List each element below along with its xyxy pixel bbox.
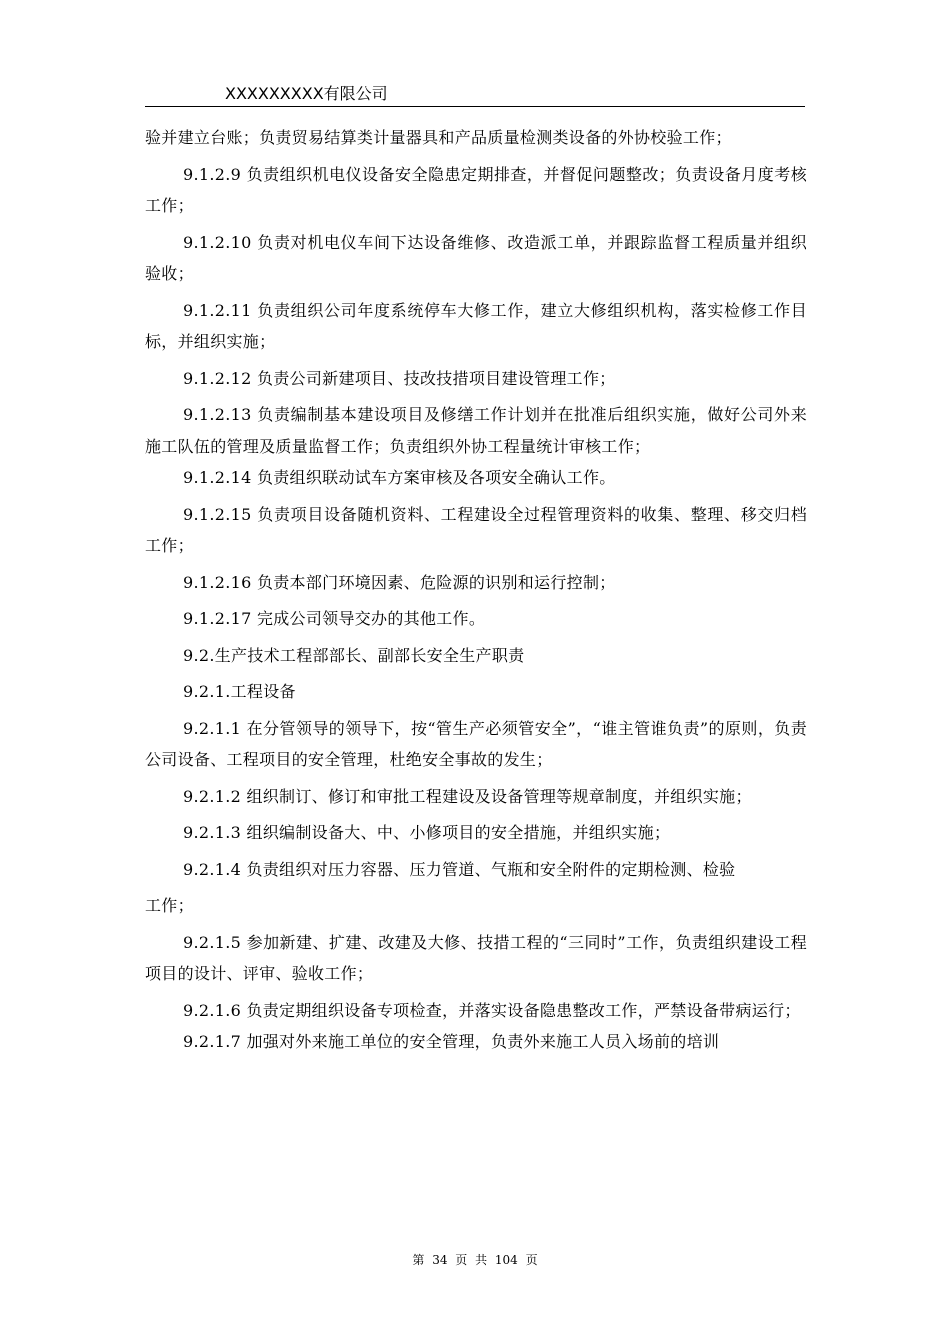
paragraph-9-1-2-13: 9.1.2.13 负责编制基本建设项目及修缮工作计划并在批准后组织实施，做好公司外来施工队伍的管理及质量监督工作；负责组织外协工程量统计审核工作；	[145, 405, 807, 456]
paragraph-9-1-2-15: 9.1.2.15 负责项目设备随机资料、工程建设全过程管理资料的收集、整理、移交归档工作；	[145, 504, 807, 555]
paragraph-continuation: 验并建立台账；负责贸易结算类计量器具和产品质量检测类设备的外协校验工作；	[145, 128, 732, 147]
paragraph-9-2-1-1: 9.2.1.1 在分管领导的领导下，按“管生产必须管安全”，“谁主管谁负责”的原则，负责公司设备、工程项目的安全管理，杜绝安全事故的发生；	[145, 718, 807, 769]
paragraph-9-1-2-11: 9.1.2.11 负责组织公司年度系统停车大修工作，建立大修组织机构，落实检修工作目标，并组织实施；	[145, 300, 807, 351]
paragraph-9-1-2-14: 9.1.2.14 负责组织联动试车方案审核及各项安全确认工作。	[183, 468, 616, 487]
paragraph-9-2-1-2: 9.2.1.2 组织制订、修订和审批工程建设及设备管理等规章制度，并组织实施；	[183, 786, 752, 806]
paragraph-9-2-1-6: 9.2.1.6 负责定期组织设备专项检查，并落实设备隐患整改工作，严禁设备带病运行；	[183, 1000, 801, 1020]
paragraph-9-1-2-12: 9.1.2.12 负责公司新建项目、技改技措项目建设管理工作；	[183, 368, 616, 388]
document-body	[145, 122, 807, 1058]
paragraph-9-2-1-4: 9.2.1.4 负责组织对压力容器、压力管道、气瓶和安全附件的定期检测、检验	[183, 859, 736, 879]
paragraph-9-1-2-10: 9.1.2.10 负责对机电仪车间下达设备维修、改造派工单，并跟踪监督工程质量并组织验收；	[145, 232, 807, 283]
paragraph-9-2-1-4-continuation: 工作；	[145, 896, 194, 915]
paragraph-9-2-1-3: 9.2.1.3 组织编制设备大、中、小修项目的安全措施，并组织实施；	[183, 823, 671, 842]
paragraph-9-1-2-16: 9.1.2.16 负责本部门环境因素、危险源的识别和运行控制；	[183, 572, 616, 592]
paragraph-9-2-1-7: 9.2.1.7 加强对外来施工单位的安全管理，负责外来施工人员入场前的培训	[183, 1032, 720, 1051]
paragraph-9-1-2-9: 9.1.2.9 负责组织机电仪设备安全隐患定期排查，并督促问题整改；负责设备月度考核工作；	[145, 164, 807, 215]
page-footer	[0, 1252, 950, 1268]
section-heading-9-2: 9.2.生产技术工程部部长、副部长安全生产职责	[183, 645, 525, 665]
paragraph-9-1-2-17: 9.1.2.17 完成公司领导交办的其他工作。	[183, 609, 486, 628]
page-number: 第 34 页 共 104 页	[412, 1253, 538, 1267]
paragraph-9-2-1-5: 9.2.1.5 参加新建、扩建、改建及大修、技措工程的“三同时”工作，负责组织建设工程项目的设计、评审、验收工作；	[145, 932, 807, 983]
page-header	[145, 84, 805, 107]
company-name: XXXXXXXXX有限公司	[225, 84, 388, 103]
section-heading-9-2-1: 9.2.1.工程设备	[183, 682, 296, 701]
